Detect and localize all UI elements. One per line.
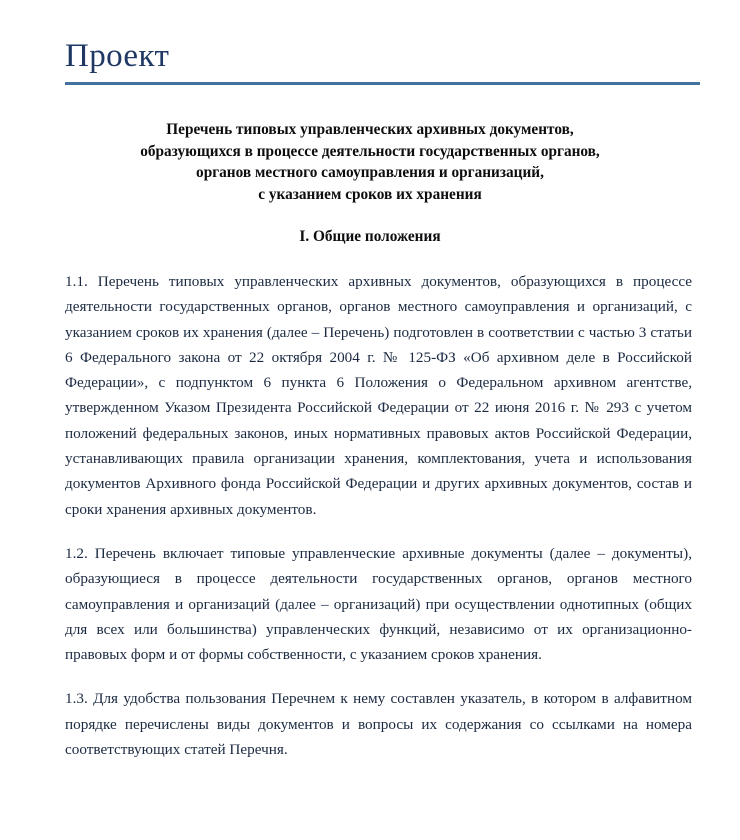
heading-line-2: образующихся в процессе деятельности государственных органов,: [140, 142, 600, 160]
document-body: [0, 269, 740, 762]
document-heading: [0, 119, 740, 205]
title-block: [0, 0, 740, 85]
paragraph-1-3: 1.3. Для удобства пользования Перечнем к нему составлен указатель, в котором в алфавитном порядке перечислены виды документов и вопросы их содержания со ссылками на номера соответствующих статей Перечня.: [65, 690, 692, 759]
section-heading-general-provisions: I. Общие положения: [299, 228, 441, 245]
heading-line-4: с указанием сроков их хранения: [258, 185, 482, 203]
paragraph-1-2: 1.2. Перечень включает типовые управленческие архивные документы (далее – документы), образующиеся в процессе деятельности государственных органов, органов местного самоуправления и организаций (далее – организаций) при осуществлении однотипных (общих для всех или большинства) управленческих функций, независимо от их организационно-правовых форм и от формы собственности, с указанием сроков хранения.: [65, 544, 692, 664]
heading-line-3: органов местного самоуправления и организаций,: [196, 164, 544, 181]
heading-line-1: Перечень типовых управленческих архивных документов,: [166, 121, 574, 138]
paragraph-1-1: 1.1. Перечень типовых управленческих архивных документов, образующихся в процессе деятельности государственных органов, органов местного самоуправления и организаций, с указанием сроков их хранения (далее – Перечень) подготовлен в соответствии с частью 3 статьи 6 Федерального закона от 22 октября 2004 г. № 125-ФЗ «Об архивном деле в Российской Федерации», с подпунктом 6 пункта 6 Положения о Федеральном архивном агентстве, утвержденном Указом Президента Российской Федерации от 22 июня 2016 г. № 293 с учетом положений федеральных законов, иных нормативных правовых актов Российской Федерации, устанавливающих правила организации хранения, комплектования, учета и использования документов Архивного фонда Российской Федерации и других архивных документов, состав и сроки хранения архивных документов.: [65, 273, 692, 518]
document-title: Проект: [65, 38, 170, 74]
title-divider: [65, 82, 700, 85]
